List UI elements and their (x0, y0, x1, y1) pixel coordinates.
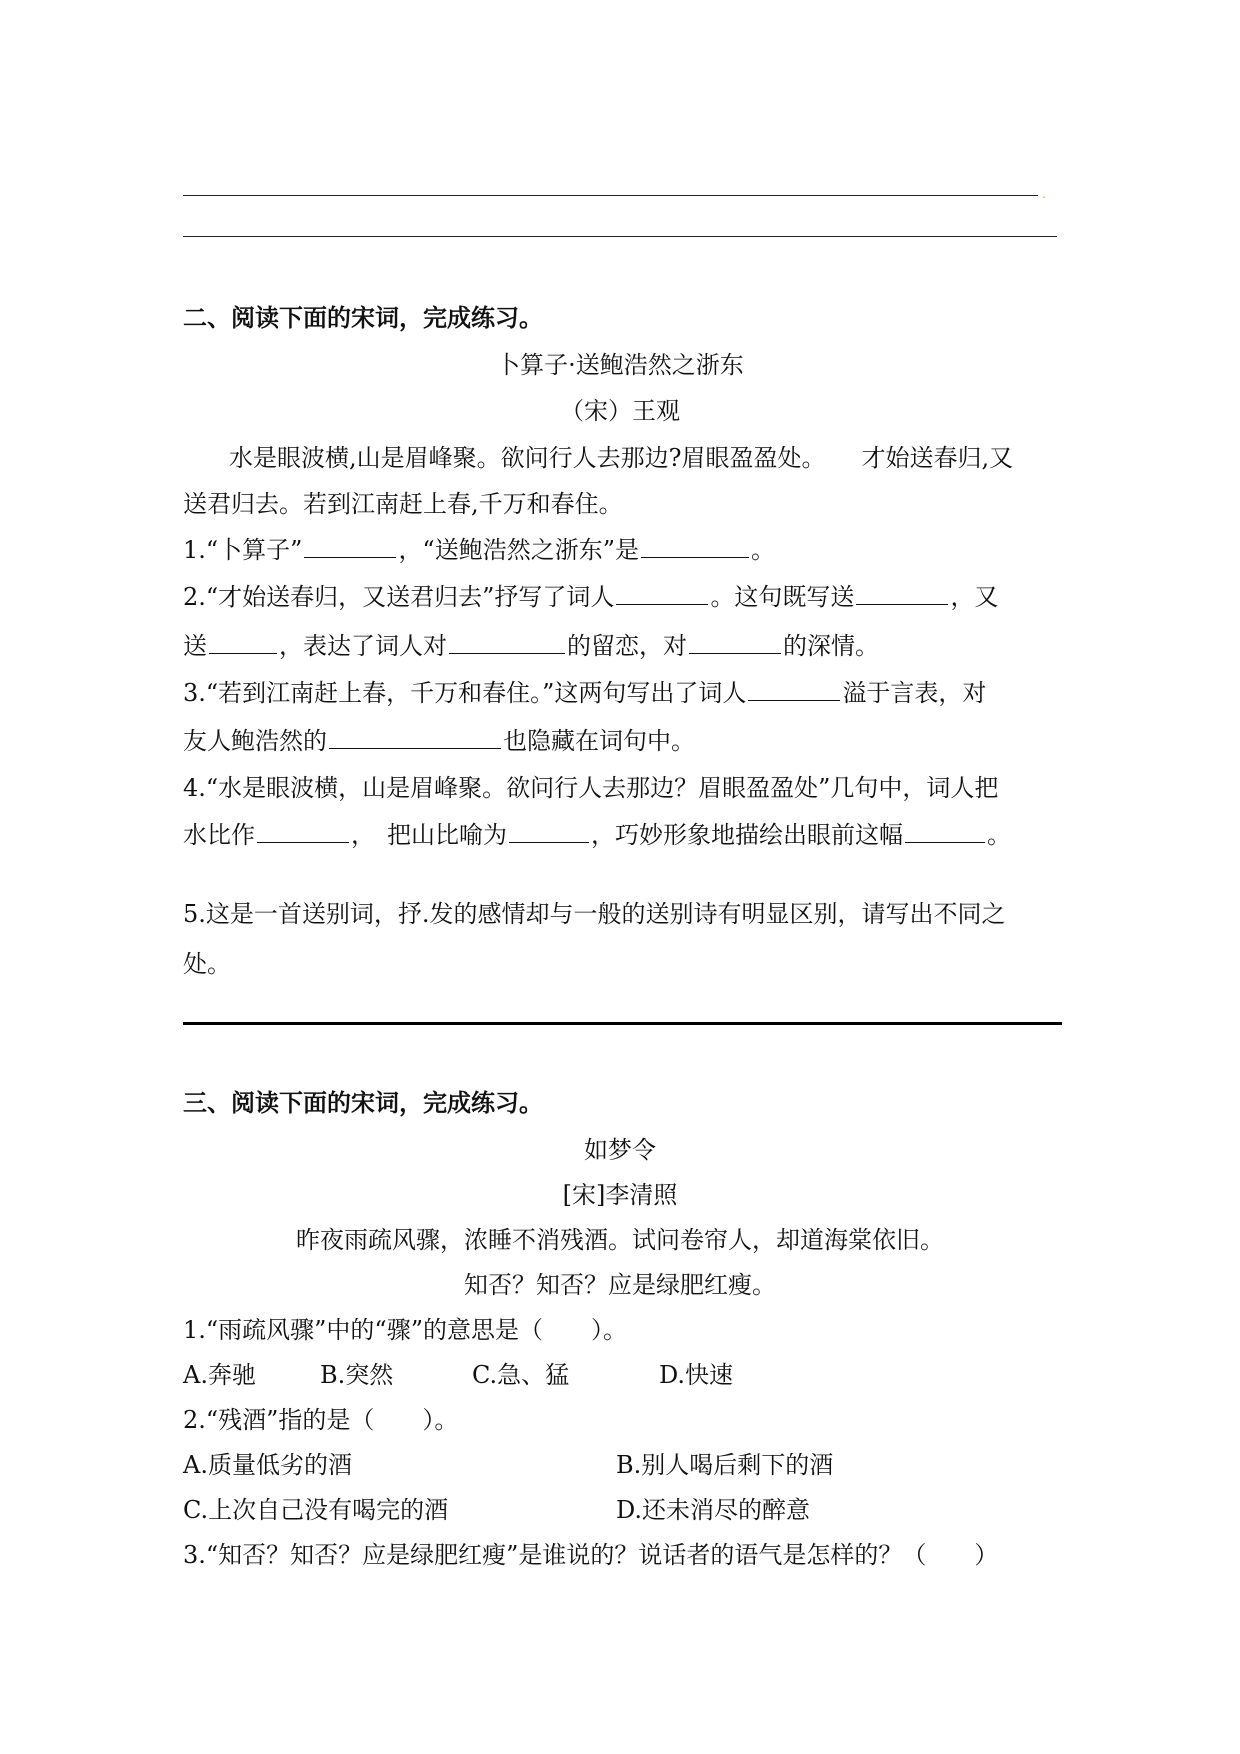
answer-blank[interactable] (748, 676, 840, 701)
question-2-cont (183, 626, 879, 661)
answer-blank[interactable] (209, 629, 277, 654)
poem-text-line: 水是眼波横,山是眉峰聚。欲问行人去那边?眉眼盈盈处。 才始送春归,又 (229, 444, 1014, 472)
poem-author: （宋）王观 (560, 397, 680, 425)
question-text: ，“送鲍浩然之浙东”是 (398, 536, 639, 564)
question-4-cont (183, 815, 1011, 850)
question-text: 友人鲍浩然的 (183, 727, 327, 755)
answer-blank[interactable] (616, 580, 708, 605)
question-text: ，表达了词人对 (279, 632, 447, 660)
question-text: 水比作 (183, 821, 255, 849)
question-2: 2.“残酒”指的是（ ）。 (183, 1406, 459, 1434)
question-text: 溢于言表，对 (842, 679, 987, 707)
answer-blank[interactable] (641, 533, 749, 558)
question-4: 4.“水是眼波横，山是眉峰聚。欲问行人去那边？眉眼盈盈处”几句中，词人把 (183, 774, 999, 802)
answer-blank[interactable] (856, 580, 948, 605)
answer-line (183, 195, 1038, 196)
stray-mark: . (1042, 187, 1046, 201)
option-b[interactable]: B.别人喝后剩下的酒 (616, 1451, 834, 1479)
answer-blank[interactable] (304, 533, 396, 558)
poem-text-line: 昨夜雨疏风骤，浓睡不消残酒。试问卷帘人，却道海棠依旧。 (296, 1226, 944, 1254)
question-3 (183, 673, 986, 708)
answer-blank[interactable] (329, 724, 501, 749)
poem-title: 卜算子·送鲍浩然之浙东 (496, 351, 744, 379)
question-text: 2.“才始送春归，又送君归去”抒写了词人 (183, 583, 615, 611)
question-1: 1.“雨疏风骤”中的“骤”的意思是（ ）。 (183, 1316, 627, 1344)
question-text: 。这句既写送 (710, 583, 855, 611)
option-c[interactable]: C.急、猛 (472, 1361, 570, 1389)
poem-text-line: 知否？知否？应是绿肥红瘦。 (464, 1271, 776, 1299)
section-divider (183, 1022, 1062, 1025)
question-3: 3.“知否？知否？应是绿肥红瘦”是谁说的？说话者的语气是怎样的？（ ） (183, 1541, 999, 1569)
question-1 (183, 530, 775, 565)
option-b[interactable]: B.突然 (320, 1361, 394, 1389)
question-text: 。 (987, 821, 1011, 849)
question-text: ，巧妙形象地描绘出眼前这幅 (591, 821, 903, 849)
section-3-heading: 三、阅读下面的宋词，完成练习。 (183, 1089, 543, 1117)
question-text: 送 (183, 632, 207, 660)
option-d[interactable]: D.还未消尽的醉意 (616, 1496, 811, 1524)
section-2-heading: 二、阅读下面的宋词，完成练习。 (183, 304, 543, 332)
question-5-cont: 处。 (183, 950, 231, 978)
question-text: 1.“卜算子” (183, 536, 303, 564)
question-text: 的留恋，对 (567, 632, 687, 660)
answer-line (183, 236, 1057, 237)
question-3-cont (183, 721, 695, 756)
poem-title: 如梦令 (584, 1136, 656, 1164)
question-text: 。 (750, 536, 775, 564)
question-text: 的深情。 (783, 632, 879, 660)
question-text: 也隐藏在词句中。 (503, 727, 695, 755)
option-c[interactable]: C.上次自己没有喝完的酒 (183, 1496, 449, 1524)
option-a[interactable]: A.质量低劣的酒 (183, 1451, 352, 1479)
answer-blank[interactable] (509, 818, 589, 843)
option-a[interactable]: A.奔驰 (183, 1361, 256, 1389)
option-d[interactable]: D.快速 (659, 1361, 734, 1389)
poem-text-line: 送君归去。若到江南赶上春,千万和春住。 (183, 490, 623, 518)
question-text: 3.“若到江南赶上春，千万和春住。”这两句写出了词人 (183, 679, 747, 707)
poem-author: [宋]李清照 (562, 1181, 678, 1209)
question-text: ， 把山比喻为 (351, 821, 507, 849)
answer-blank[interactable] (689, 629, 781, 654)
question-5: 5.这是一首送别词，抒.发的感情却与一般的送别诗有明显区别，请写出不同之 (183, 900, 1006, 928)
answer-blank[interactable] (905, 818, 985, 843)
question-2 (183, 577, 998, 612)
question-text: ，又 (950, 583, 999, 611)
answer-blank[interactable] (257, 818, 349, 843)
answer-blank[interactable] (449, 629, 565, 654)
